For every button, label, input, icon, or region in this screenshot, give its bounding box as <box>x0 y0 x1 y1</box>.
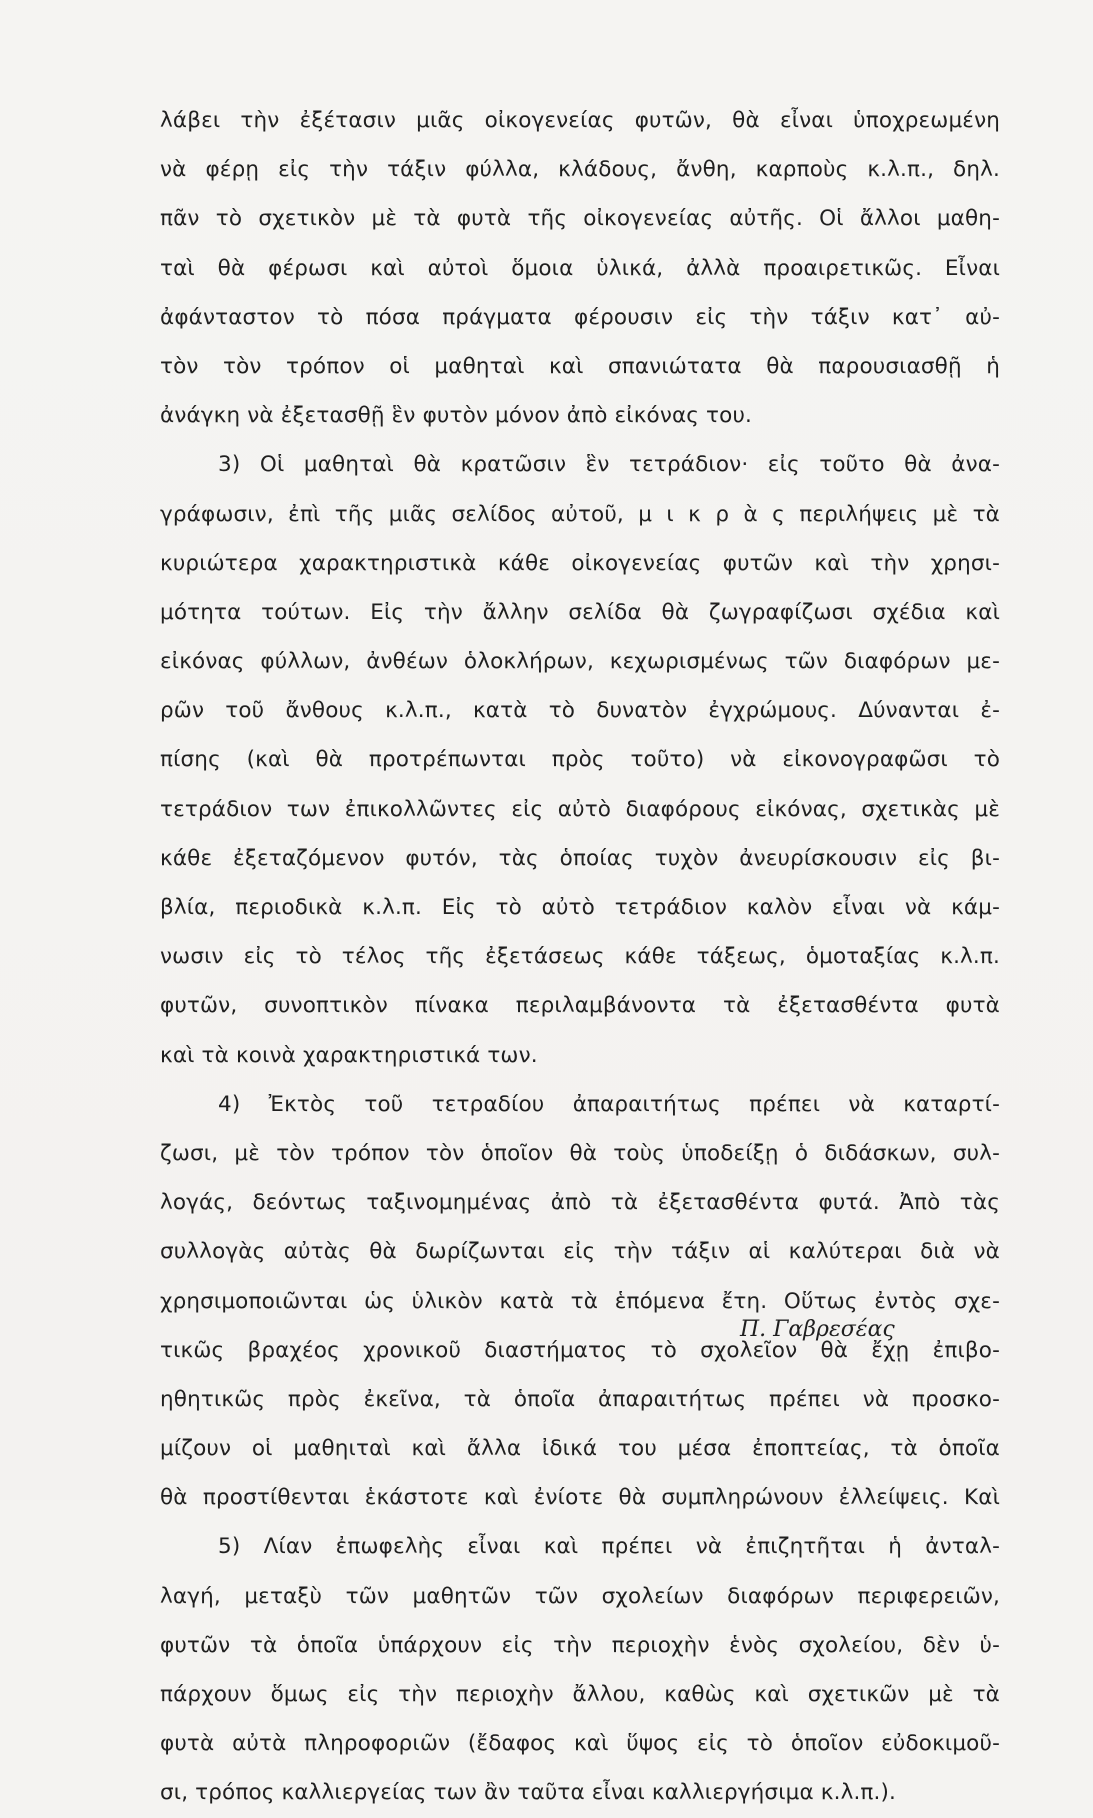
paragraph-4-start: 4) Ἐκτὸς τοῦ τετραδίου ἀπαραιτήτως πρέπει νὰ καταρτί- <box>218 1091 1000 1117</box>
text-line: γράφωσιν, ἐπὶ τῆς μιᾶς σελίδος αὐτοῦ, μ ι κ ρ ὰ ς περιλήψεις μὲ τὰ <box>160 501 1000 527</box>
text-line: φυτὰ αὐτὰ πληροφοριῶν (ἔδαφος καὶ ὕψος εἰς τὸ ὁποῖον εὐδοκιμοῦ- <box>160 1731 1000 1757</box>
text-line: πᾶν τὸ σχετικὸν μὲ τὰ φυτὰ τῆς οἰκογενείας αὐτῆς. Οἱ ἄλλοι μαθη- <box>160 206 1000 232</box>
text-line: χρησιμοποιῶνται ὡς ὑλικὸν κατὰ τὰ ἑπόμενα ἔτη. Οὕτως ἐντὸς σχε- <box>160 1288 1000 1314</box>
text-line: κυριώτερα χαρακτηριστικὰ κάθε οἰκογενείας φυτῶν καὶ τὴν χρησι- <box>160 550 1000 576</box>
text-line: λογάς, δεόντως ταξινομημένας ἀπὸ τὰ ἐξετασθέντα φυτά. Ἀπὸ τὰς <box>160 1190 1000 1216</box>
text-line: ἀφάνταστον τὸ πόσα πράγματα φέρουσιν εἰς τὴν τάξιν κατ᾽ αὐ- <box>160 304 1000 330</box>
text-line: μίζουν οἱ μαθηιταὶ καὶ ἄλλα ἰδικά του μέσα ἐποπτείας, τὰ ὁποῖα <box>160 1436 1000 1462</box>
text-line: κάθε ἐξεταζόμενον φυτόν, τὰς ὁποίας τυχὸν ἀνευρίσκουσιν εἰς βι- <box>160 845 1000 871</box>
author-signature: Π. Γαβρεσέας <box>740 1317 895 1342</box>
text-line: καὶ τὰ κοινὰ χαρακτηριστικά των. <box>160 1042 538 1068</box>
text-line: μότητα τούτων. Εἰς τὴν ἄλλην σελίδα θὰ ζωγραφίζωσι σχέδια καὶ <box>160 599 1000 625</box>
text-line: εἰκόνας φύλλων, ἀνθέων ὁλοκλήρων, κεχωρισμένως τῶν διαφόρων με- <box>160 649 1000 675</box>
text-line: νωσιν εἰς τὸ τέλος τῆς ἐξετάσεως κάθε τάξεως, ὁμοταξίας κ.λ.π. <box>160 944 1000 970</box>
paragraph-3-start: 3) Οἱ μαθηταὶ θὰ κρατῶσιν ἓν τετράδιον· εἰς τοῦτο θὰ ἀνα- <box>218 452 1000 478</box>
text-line: ηθητικῶς πρὸς ἐκεῖνα, τὰ ὁποῖα ἀπαραιτήτως πρέπει νὰ προσκο- <box>160 1386 1000 1412</box>
text-line: ἀνάγκη νὰ ἐξετασθῇ ἓν φυτὸν μόνον ἀπὸ εἰκόνας του. <box>160 403 753 429</box>
text-line: πάρχουν ὅμως εἰς τὴν περιοχὴν ἄλλου, καθὼς καὶ σχετικῶν μὲ τὰ <box>160 1682 1000 1707</box>
body-text <box>160 96 1000 1818</box>
text-line: νὰ φέρῃ εἰς τὴν τάξιν φύλλα, κλάδους, ἄνθη, καρποὺς κ.λ.π., δηλ. <box>160 157 1000 183</box>
text-line: ταὶ θὰ φέρωσι καὶ αὐτοὶ ὅμοια ὑλικά, ἀλλὰ προαιρετικῶς. Εἶναι <box>160 255 1000 281</box>
text-line: θὰ προστίθενται ἑκάστοτε καὶ ἐνίοτε θὰ συμπληρώνουν ἐλλείψεις. Καὶ <box>160 1485 1000 1511</box>
text-line: τὸν τὸν τρόπον οἱ μαθηταὶ καὶ σπανιώτατα θὰ παρουσιασθῇ ἡ <box>160 353 1000 379</box>
text-line: βλία, περιοδικὰ κ.λ.π. Εἰς τὸ αὐτὸ τετράδιον καλὸν εἶναι νὰ κάμ- <box>160 895 1000 920</box>
text-line: τικῶς βραχέος χρονικοῦ διαστήματος τὸ σχολεῖον θὰ ἔχῃ ἐπιβο- <box>160 1337 1000 1363</box>
text-line: φυτῶν τὰ ὁποῖα ὑπάρχουν εἰς τὴν περιοχὴν ἑνὸς σχολείου, δὲν ὑ- <box>160 1632 1000 1658</box>
text-line: σι, τρόπος καλλιεργείας των ἂν ταῦτα εἶναι καλλιεργήσιμα κ.λ.π.). <box>160 1780 897 1806</box>
paragraph-5-start: 5) Λίαν ἐπωφελὴς εἶναι καὶ πρέπει νὰ ἐπιζητῆται ἡ ἀνταλ- <box>218 1534 1000 1560</box>
text-line: πίσης (καὶ θὰ προτρέπωνται πρὸς τοῦτο) νὰ εἰκονογραφῶσι τὸ <box>160 747 1000 773</box>
text-line: ζωσι, μὲ τὸν τρόπον τὸν ὁποῖον θὰ τοὺς ὑποδείξῃ ὁ διδάσκων, συλ- <box>160 1140 1000 1166</box>
text-line: συλλογὰς αὐτὰς θὰ δωρίζωνται εἰς τὴν τάξιν αἱ καλύτεραι διὰ νὰ <box>160 1239 1000 1265</box>
text-line: ρῶν τοῦ ἄνθους κ.λ.π., κατὰ τὸ δυνατὸν ἐγχρώμους. Δύνανται ἐ- <box>160 698 1000 724</box>
text-line: λάβει τὴν ἐξέτασιν μιᾶς οἰκογενείας φυτῶν, θὰ εἶναι ὑποχρεωμένη <box>160 108 1000 133</box>
text-line: φυτῶν, συνοπτικὸν πίνακα περιλαμβάνοντα τὰ ἐξετασθέντα φυτὰ <box>160 993 1000 1019</box>
text-line: τετράδιον των ἐπικολλῶντες εἰς αὐτὸ διαφόρους εἰκόνας, σχετικὰς μὲ <box>160 796 1000 822</box>
text-line: λαγή, μεταξὺ τῶν μαθητῶν τῶν σχολείων διαφόρων περιφερειῶν, <box>160 1583 1000 1609</box>
